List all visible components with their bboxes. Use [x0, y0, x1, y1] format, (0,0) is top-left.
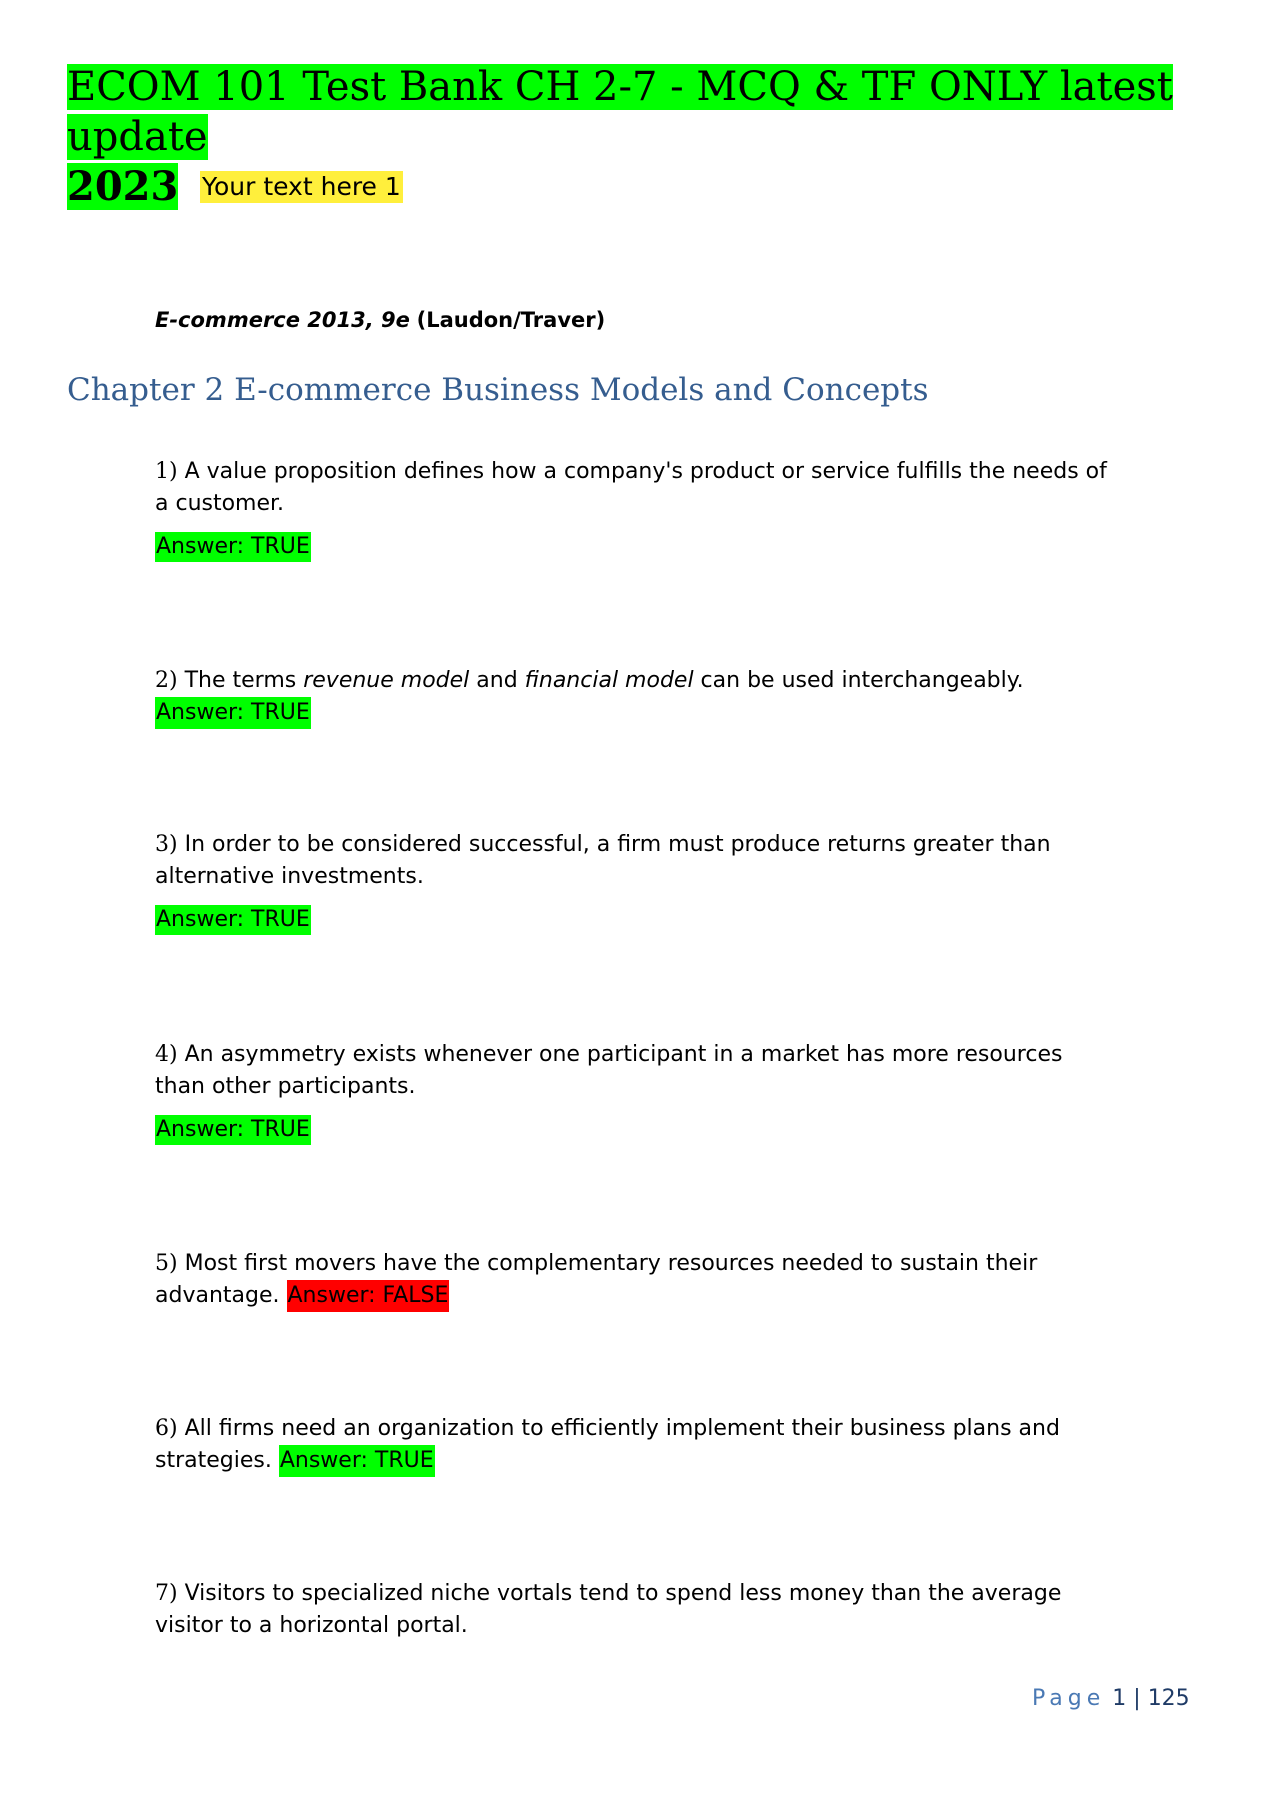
question-number: 6) — [155, 1416, 178, 1441]
question-item — [155, 1578, 1115, 1642]
question-item — [155, 456, 1115, 563]
answer-label: Answer: TRUE — [155, 905, 311, 935]
page-total: 125 — [1147, 1686, 1190, 1711]
question-term: financial model — [524, 668, 694, 693]
question-text: and — [469, 668, 525, 693]
question-item — [155, 1413, 1115, 1477]
question-item — [155, 1248, 1115, 1312]
answer-label: Answer: TRUE — [155, 1115, 311, 1145]
answer-label: Answer: TRUE — [155, 697, 311, 729]
question-item — [155, 829, 1115, 936]
question-text: The terms — [184, 668, 304, 693]
question-number: 5) — [155, 1251, 178, 1276]
answer-label: Answer: FALSE — [287, 1280, 450, 1312]
question-text: An asymmetry exists whenever one participant in a market has more resources than other participants. — [155, 1042, 1063, 1099]
question-text: All firms need an organization to efficiently implement their business plans and strategies. — [155, 1416, 1060, 1473]
page-word: Page — [1032, 1686, 1106, 1711]
question-text: Most first movers have the complementary resources needed to sustain their advantage. — [155, 1251, 1038, 1308]
question-number: 1) — [155, 459, 178, 484]
source-reference — [155, 306, 605, 334]
source-authors: (Laudon/Traver) — [416, 308, 606, 332]
page-separator: | — [1133, 1686, 1141, 1711]
title-main: ECOM 101 Test Bank CH 2-7 - MCQ & TF ONLY latest update — [67, 64, 1173, 160]
question-number: 4) — [155, 1042, 178, 1067]
placeholder-note: Your text here 1 — [202, 172, 401, 201]
chapter-heading: Chapter 2 E-commerce Business Models and Concepts — [67, 372, 929, 408]
question-text: In order to be considered successful, a firm must produce returns greater than alternative investments. — [155, 832, 1051, 889]
question-item — [155, 1039, 1115, 1146]
page-number: 1 — [1112, 1686, 1127, 1711]
source-title: E-commerce 2013, 9e — [155, 308, 410, 332]
question-term: revenue model — [303, 668, 470, 693]
question-item — [155, 665, 1115, 729]
question-text: Visitors to specialized niche vortals tend to spend less money than the average visitor to a horizontal portal. — [155, 1581, 1062, 1638]
question-text: A value proposition defines how a company's product or service fulfills the needs of a customer. — [155, 459, 1107, 516]
question-number: 2) — [155, 668, 178, 693]
page-footer — [1032, 1684, 1190, 1714]
question-number: 7) — [155, 1581, 178, 1606]
question-number: 3) — [155, 832, 178, 857]
title-year: 2023 — [67, 163, 179, 210]
answer-label: Answer: TRUE — [155, 532, 311, 562]
question-text: can be used interchangeably. — [693, 668, 1024, 693]
answer-label: Answer: TRUE — [279, 1445, 435, 1477]
